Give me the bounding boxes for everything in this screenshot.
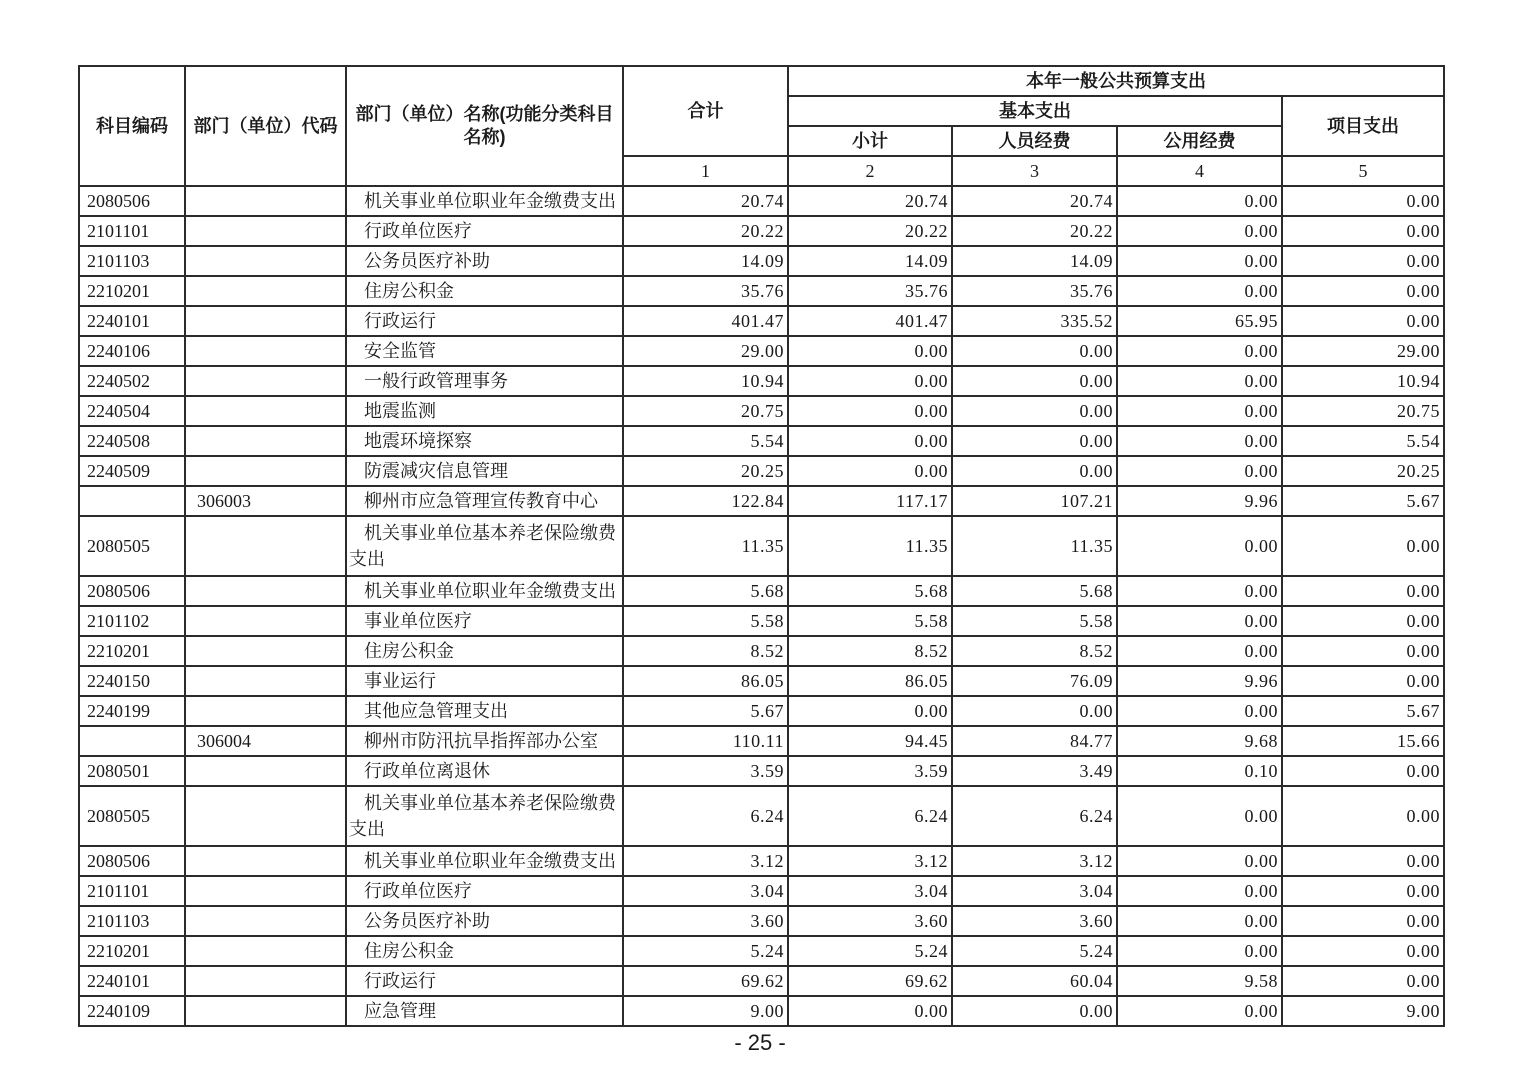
cell-project: 0.00 — [1282, 906, 1444, 936]
cell-dept-code — [185, 396, 346, 426]
cell-subject-code: 2080505 — [79, 786, 185, 846]
cell-project: 29.00 — [1282, 336, 1444, 366]
cell-dept-code — [185, 186, 346, 216]
cell-public-funds: 9.96 — [1117, 486, 1282, 516]
cell-public-funds: 65.95 — [1117, 306, 1282, 336]
cell-subject-code: 2080501 — [79, 756, 185, 786]
table-row — [79, 276, 1444, 306]
cell-total: 86.05 — [623, 666, 788, 696]
table-row — [79, 786, 1444, 846]
cell-project: 5.54 — [1282, 426, 1444, 456]
cell-dept-name: 事业运行 — [346, 666, 623, 696]
cell-total: 29.00 — [623, 336, 788, 366]
cell-total: 9.00 — [623, 996, 788, 1026]
header-project-expenditure: 项目支出 — [1282, 96, 1444, 156]
cell-public-funds: 0.00 — [1117, 906, 1282, 936]
table-row — [79, 666, 1444, 696]
cell-project: 10.94 — [1282, 366, 1444, 396]
table-row — [79, 336, 1444, 366]
cell-project: 0.00 — [1282, 246, 1444, 276]
cell-project: 0.00 — [1282, 666, 1444, 696]
cell-project: 15.66 — [1282, 726, 1444, 756]
cell-total: 20.75 — [623, 396, 788, 426]
cell-project: 9.00 — [1282, 996, 1444, 1026]
cell-total: 14.09 — [623, 246, 788, 276]
cell-subtotal: 6.24 — [788, 786, 952, 846]
cell-project: 0.00 — [1282, 306, 1444, 336]
cell-public-funds: 9.68 — [1117, 726, 1282, 756]
cell-dept-code — [185, 366, 346, 396]
table-row — [79, 246, 1444, 276]
cell-public-funds: 0.00 — [1117, 186, 1282, 216]
cell-total: 11.35 — [623, 516, 788, 576]
header-current-year-budget: 本年一般公共预算支出 — [788, 66, 1444, 96]
cell-public-funds: 0.00 — [1117, 576, 1282, 606]
page-number: - 25 - — [734, 1030, 786, 1055]
table-row — [79, 426, 1444, 456]
cell-public-funds: 0.00 — [1117, 696, 1282, 726]
cell-dept-code: 306003 — [185, 486, 346, 516]
cell-personnel: 335.52 — [952, 306, 1117, 336]
cell-total: 6.24 — [623, 786, 788, 846]
cell-subtotal: 35.76 — [788, 276, 952, 306]
cell-subtotal: 5.24 — [788, 936, 952, 966]
cell-public-funds: 0.00 — [1117, 936, 1282, 966]
cell-dept-name: 行政单位离退休 — [346, 756, 623, 786]
cell-subtotal: 69.62 — [788, 966, 952, 996]
cell-dept-code — [185, 216, 346, 246]
cell-project: 20.25 — [1282, 456, 1444, 486]
cell-public-funds: 0.10 — [1117, 756, 1282, 786]
cell-personnel: 20.22 — [952, 216, 1117, 246]
cell-public-funds: 0.00 — [1117, 246, 1282, 276]
header-row-1 — [79, 66, 1444, 96]
table-body — [79, 186, 1444, 1026]
cell-subject-code: 2101102 — [79, 606, 185, 636]
cell-total: 20.22 — [623, 216, 788, 246]
cell-personnel: 3.60 — [952, 906, 1117, 936]
table-row — [79, 876, 1444, 906]
cell-dept-name: 住房公积金 — [346, 276, 623, 306]
table-row — [79, 306, 1444, 336]
header-colnum-1: 1 — [623, 156, 788, 186]
cell-subject-code: 2101101 — [79, 876, 185, 906]
cell-personnel: 0.00 — [952, 366, 1117, 396]
cell-subject-code: 2240101 — [79, 966, 185, 996]
cell-subject-code: 2240504 — [79, 396, 185, 426]
cell-dept-code — [185, 696, 346, 726]
cell-project: 0.00 — [1282, 876, 1444, 906]
cell-subject-code: 2240199 — [79, 696, 185, 726]
cell-dept-name: 防震减灾信息管理 — [346, 456, 623, 486]
cell-subtotal: 20.22 — [788, 216, 952, 246]
cell-subject-code: 2240508 — [79, 426, 185, 456]
cell-public-funds: 0.00 — [1117, 606, 1282, 636]
cell-subtotal: 117.17 — [788, 486, 952, 516]
cell-personnel: 76.09 — [952, 666, 1117, 696]
header-public-funds: 公用经费 — [1117, 126, 1282, 156]
cell-total: 5.67 — [623, 696, 788, 726]
cell-project: 20.75 — [1282, 396, 1444, 426]
cell-dept-name: 地震监测 — [346, 396, 623, 426]
cell-personnel: 20.74 — [952, 186, 1117, 216]
cell-public-funds: 0.00 — [1117, 456, 1282, 486]
cell-personnel: 0.00 — [952, 426, 1117, 456]
cell-project: 0.00 — [1282, 516, 1444, 576]
cell-dept-name: 住房公积金 — [346, 636, 623, 666]
header-colnum-2: 2 — [788, 156, 952, 186]
cell-subtotal: 0.00 — [788, 456, 952, 486]
table-row — [79, 456, 1444, 486]
cell-personnel: 14.09 — [952, 246, 1117, 276]
cell-project: 0.00 — [1282, 636, 1444, 666]
cell-total: 5.58 — [623, 606, 788, 636]
table-row — [79, 486, 1444, 516]
cell-public-funds: 0.00 — [1117, 516, 1282, 576]
cell-subject-code: 2080506 — [79, 186, 185, 216]
cell-dept-code — [185, 936, 346, 966]
cell-public-funds: 0.00 — [1117, 216, 1282, 246]
cell-subject-code: 2080506 — [79, 576, 185, 606]
cell-dept-code — [185, 966, 346, 996]
cell-subject-code: 2210201 — [79, 636, 185, 666]
cell-dept-name: 机关事业单位基本养老保险缴费支出 — [346, 786, 623, 846]
cell-personnel: 11.35 — [952, 516, 1117, 576]
cell-total: 122.84 — [623, 486, 788, 516]
header-subject-code: 科目编码 — [79, 66, 185, 186]
cell-total: 5.54 — [623, 426, 788, 456]
table-row — [79, 516, 1444, 576]
cell-personnel: 0.00 — [952, 456, 1117, 486]
cell-public-funds: 9.96 — [1117, 666, 1282, 696]
cell-total: 401.47 — [623, 306, 788, 336]
cell-subject-code: 2080506 — [79, 846, 185, 876]
cell-total: 3.04 — [623, 876, 788, 906]
cell-dept-name: 机关事业单位职业年金缴费支出 — [346, 576, 623, 606]
header-dept-name: 部门（单位）名称(功能分类科目名称) — [346, 66, 623, 186]
header-subtotal: 小计 — [788, 126, 952, 156]
cell-project: 0.00 — [1282, 576, 1444, 606]
cell-subtotal: 0.00 — [788, 696, 952, 726]
cell-dept-code — [185, 846, 346, 876]
cell-total: 110.11 — [623, 726, 788, 756]
cell-dept-name: 其他应急管理支出 — [346, 696, 623, 726]
cell-public-funds: 0.00 — [1117, 426, 1282, 456]
table-row — [79, 696, 1444, 726]
cell-public-funds: 0.00 — [1117, 636, 1282, 666]
cell-public-funds: 9.58 — [1117, 966, 1282, 996]
cell-project: 0.00 — [1282, 966, 1444, 996]
cell-subject-code: 2101103 — [79, 906, 185, 936]
cell-subject-code — [79, 486, 185, 516]
cell-subtotal: 5.68 — [788, 576, 952, 606]
cell-personnel: 84.77 — [952, 726, 1117, 756]
table-row — [79, 576, 1444, 606]
cell-public-funds: 0.00 — [1117, 366, 1282, 396]
header-colnum-5: 5 — [1282, 156, 1444, 186]
cell-personnel: 60.04 — [952, 966, 1117, 996]
cell-personnel: 5.68 — [952, 576, 1117, 606]
cell-subject-code: 2210201 — [79, 936, 185, 966]
budget-table — [78, 65, 1445, 1027]
table-row — [79, 906, 1444, 936]
cell-personnel: 6.24 — [952, 786, 1117, 846]
cell-dept-code — [185, 576, 346, 606]
cell-dept-code: 306004 — [185, 726, 346, 756]
cell-dept-name: 事业单位医疗 — [346, 606, 623, 636]
cell-dept-code — [185, 426, 346, 456]
cell-subtotal: 0.00 — [788, 426, 952, 456]
header-colnum-4: 4 — [1117, 156, 1282, 186]
cell-dept-name: 安全监管 — [346, 336, 623, 366]
cell-total: 3.60 — [623, 906, 788, 936]
cell-subject-code: 2101103 — [79, 246, 185, 276]
cell-public-funds: 0.00 — [1117, 396, 1282, 426]
cell-dept-name: 行政运行 — [346, 306, 623, 336]
cell-dept-name: 行政单位医疗 — [346, 876, 623, 906]
cell-dept-code — [185, 336, 346, 366]
header-colnum-3: 3 — [952, 156, 1117, 186]
table-row — [79, 726, 1444, 756]
cell-dept-name: 地震环境探察 — [346, 426, 623, 456]
cell-dept-code — [185, 666, 346, 696]
cell-dept-code — [185, 786, 346, 846]
cell-subtotal: 86.05 — [788, 666, 952, 696]
cell-personnel: 0.00 — [952, 396, 1117, 426]
cell-subject-code: 2240509 — [79, 456, 185, 486]
cell-subtotal: 0.00 — [788, 996, 952, 1026]
cell-subtotal: 3.04 — [788, 876, 952, 906]
cell-dept-code — [185, 306, 346, 336]
table-row — [79, 846, 1444, 876]
cell-dept-name: 柳州市应急管理宣传教育中心 — [346, 486, 623, 516]
table-row — [79, 756, 1444, 786]
cell-project: 0.00 — [1282, 276, 1444, 306]
cell-dept-name: 行政单位医疗 — [346, 216, 623, 246]
cell-personnel: 107.21 — [952, 486, 1117, 516]
table-row — [79, 606, 1444, 636]
cell-dept-code — [185, 756, 346, 786]
table-row — [79, 366, 1444, 396]
cell-dept-name: 公务员医疗补助 — [346, 246, 623, 276]
cell-public-funds: 0.00 — [1117, 786, 1282, 846]
cell-dept-name: 机关事业单位职业年金缴费支出 — [346, 186, 623, 216]
cell-total: 69.62 — [623, 966, 788, 996]
header-dept-code: 部门（单位）代码 — [185, 66, 346, 186]
cell-public-funds: 0.00 — [1117, 996, 1282, 1026]
cell-total: 3.12 — [623, 846, 788, 876]
cell-dept-code — [185, 906, 346, 936]
cell-dept-code — [185, 456, 346, 486]
table-row — [79, 996, 1444, 1026]
header-basic-expenditure: 基本支出 — [788, 96, 1282, 126]
cell-dept-name: 机关事业单位基本养老保险缴费支出 — [346, 516, 623, 576]
cell-total: 5.24 — [623, 936, 788, 966]
table-row — [79, 936, 1444, 966]
cell-dept-name: 应急管理 — [346, 996, 623, 1026]
header-total: 合计 — [623, 66, 788, 156]
cell-subtotal: 14.09 — [788, 246, 952, 276]
cell-public-funds: 0.00 — [1117, 846, 1282, 876]
cell-public-funds: 0.00 — [1117, 336, 1282, 366]
cell-personnel: 8.52 — [952, 636, 1117, 666]
cell-personnel: 3.12 — [952, 846, 1117, 876]
cell-subject-code: 2240150 — [79, 666, 185, 696]
cell-total: 35.76 — [623, 276, 788, 306]
cell-dept-code — [185, 276, 346, 306]
cell-project: 0.00 — [1282, 846, 1444, 876]
cell-subject-code: 2240101 — [79, 306, 185, 336]
table-row — [79, 636, 1444, 666]
cell-personnel: 5.24 — [952, 936, 1117, 966]
cell-subtotal: 0.00 — [788, 396, 952, 426]
cell-dept-name: 行政运行 — [346, 966, 623, 996]
cell-dept-code — [185, 996, 346, 1026]
cell-dept-code — [185, 516, 346, 576]
cell-project: 0.00 — [1282, 606, 1444, 636]
cell-public-funds: 0.00 — [1117, 276, 1282, 306]
cell-subject-code: 2240109 — [79, 996, 185, 1026]
table-row — [79, 966, 1444, 996]
cell-subtotal: 11.35 — [788, 516, 952, 576]
header-personnel-funds: 人员经费 — [952, 126, 1117, 156]
cell-personnel: 35.76 — [952, 276, 1117, 306]
cell-dept-code — [185, 876, 346, 906]
cell-subject-code — [79, 726, 185, 756]
cell-dept-name: 柳州市防汛抗旱指挥部办公室 — [346, 726, 623, 756]
cell-personnel: 0.00 — [952, 996, 1117, 1026]
cell-subtotal: 401.47 — [788, 306, 952, 336]
cell-dept-code — [185, 246, 346, 276]
cell-dept-name: 一般行政管理事务 — [346, 366, 623, 396]
cell-personnel: 0.00 — [952, 336, 1117, 366]
cell-subtotal: 8.52 — [788, 636, 952, 666]
cell-subtotal: 0.00 — [788, 366, 952, 396]
cell-subject-code: 2101101 — [79, 216, 185, 246]
cell-subtotal: 3.60 — [788, 906, 952, 936]
cell-subject-code: 2080505 — [79, 516, 185, 576]
cell-total: 20.74 — [623, 186, 788, 216]
cell-subtotal: 0.00 — [788, 336, 952, 366]
cell-dept-name: 机关事业单位职业年金缴费支出 — [346, 846, 623, 876]
cell-subtotal: 94.45 — [788, 726, 952, 756]
cell-total: 20.25 — [623, 456, 788, 486]
cell-project: 0.00 — [1282, 186, 1444, 216]
cell-dept-code — [185, 606, 346, 636]
table-row — [79, 396, 1444, 426]
cell-subtotal: 5.58 — [788, 606, 952, 636]
cell-dept-code — [185, 636, 346, 666]
cell-personnel: 0.00 — [952, 696, 1117, 726]
cell-total: 10.94 — [623, 366, 788, 396]
cell-total: 8.52 — [623, 636, 788, 666]
cell-project: 0.00 — [1282, 216, 1444, 246]
cell-subject-code: 2210201 — [79, 276, 185, 306]
cell-personnel: 3.49 — [952, 756, 1117, 786]
cell-subject-code: 2240502 — [79, 366, 185, 396]
cell-personnel: 5.58 — [952, 606, 1117, 636]
cell-total: 5.68 — [623, 576, 788, 606]
cell-subject-code: 2240106 — [79, 336, 185, 366]
cell-subtotal: 20.74 — [788, 186, 952, 216]
cell-project: 0.00 — [1282, 936, 1444, 966]
table-row — [79, 186, 1444, 216]
cell-dept-name: 住房公积金 — [346, 936, 623, 966]
cell-project: 5.67 — [1282, 486, 1444, 516]
cell-project: 0.00 — [1282, 786, 1444, 846]
table-header — [79, 66, 1444, 186]
cell-dept-name: 公务员医疗补助 — [346, 906, 623, 936]
cell-public-funds: 0.00 — [1117, 876, 1282, 906]
cell-project: 5.67 — [1282, 696, 1444, 726]
cell-total: 3.59 — [623, 756, 788, 786]
cell-subtotal: 3.12 — [788, 846, 952, 876]
cell-personnel: 3.04 — [952, 876, 1117, 906]
table-row — [79, 216, 1444, 246]
cell-subtotal: 3.59 — [788, 756, 952, 786]
cell-project: 0.00 — [1282, 756, 1444, 786]
